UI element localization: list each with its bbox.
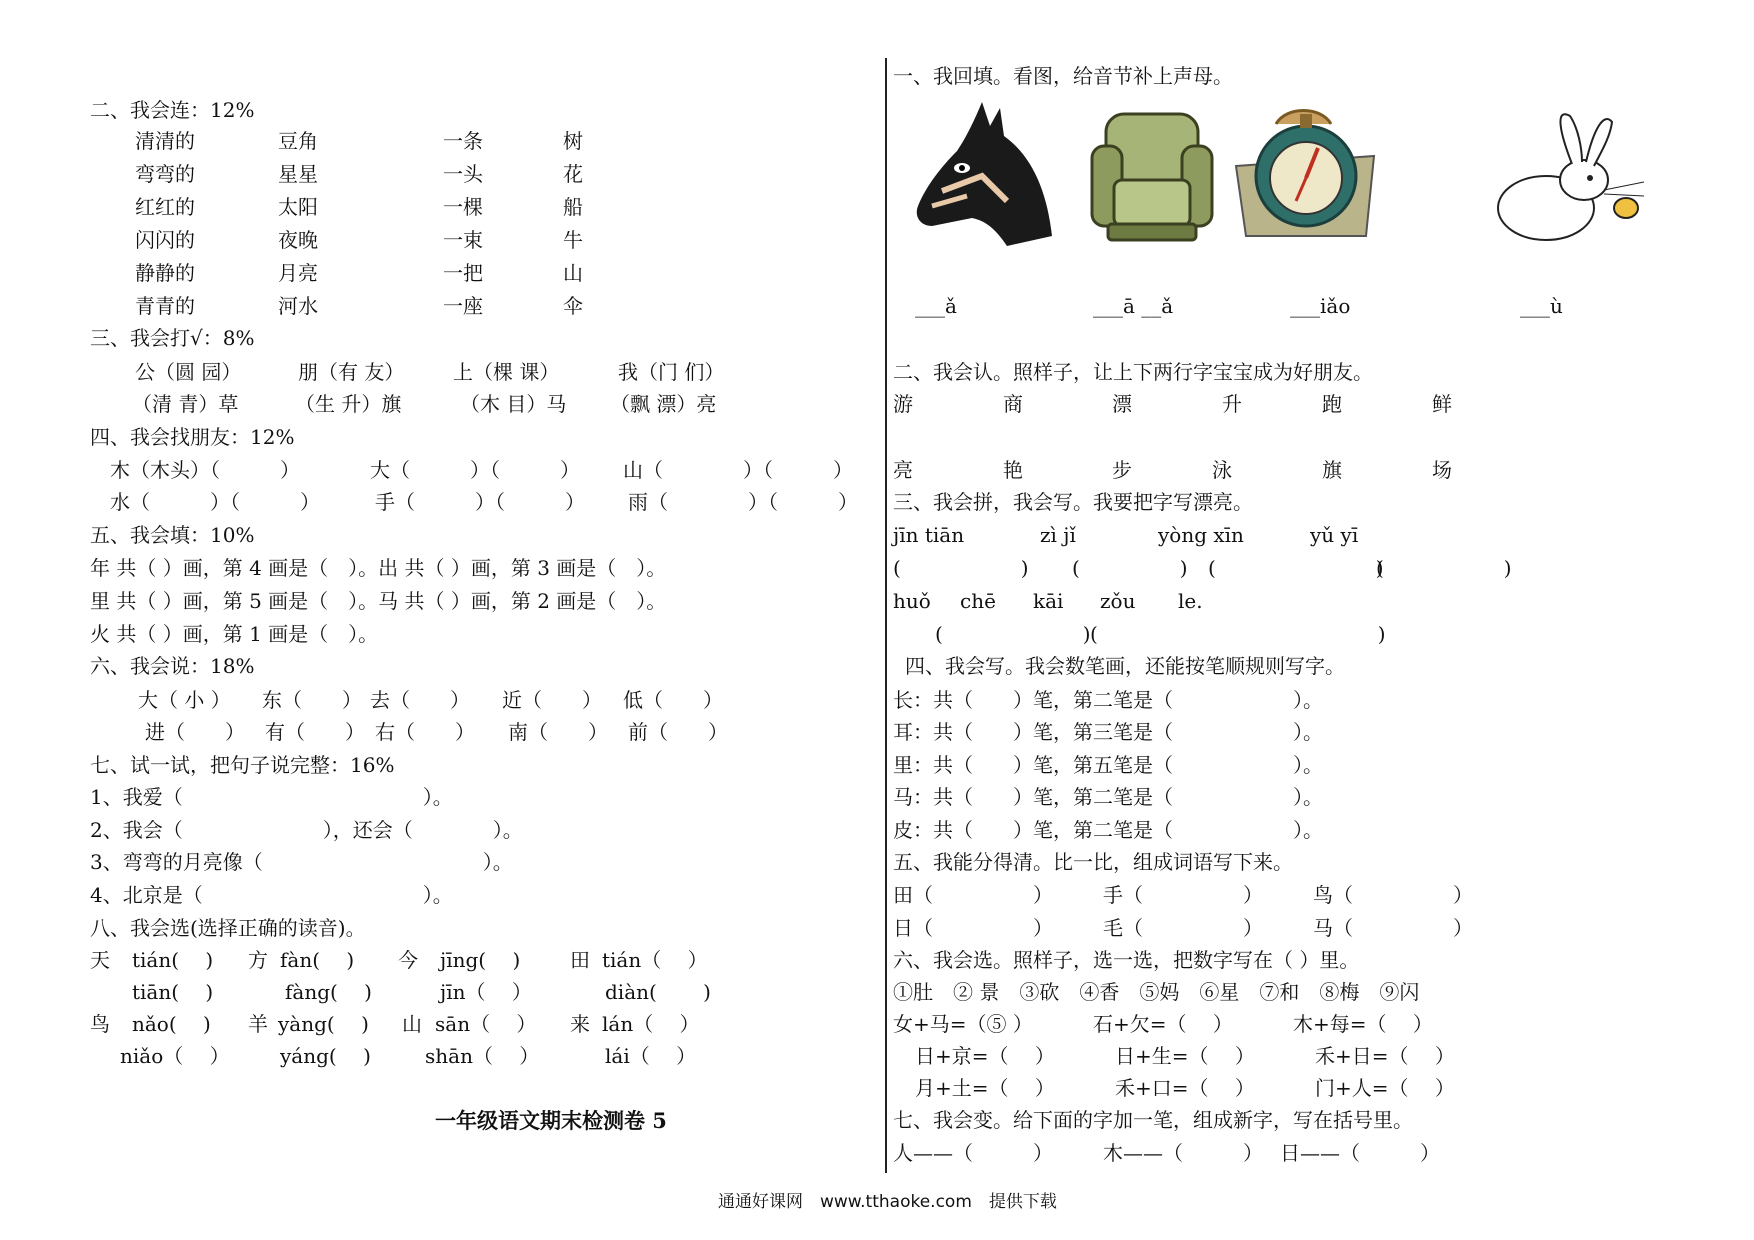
pron-char-3: 今 (398, 948, 418, 972)
match-c-3: 一棵 (443, 195, 483, 219)
pinyin-1: jīn tiān (893, 523, 965, 547)
pron-1b: tiān( ) (132, 980, 214, 1004)
change-1: 人——（ ） (893, 1141, 1053, 1165)
pron-char-1: 天 (90, 948, 110, 972)
choice-options: ①肚 ② 景 ③砍 ④香 ⑤妈 ⑥星 ⑦和 ⑧梅 ⑨闪 (893, 980, 1420, 1004)
recog-top-5: 跑 (1322, 392, 1342, 416)
combine-3: 木+每=（ ） (1293, 1012, 1433, 1036)
match-b-3: 太阳 (278, 195, 318, 219)
match-a-4: 闪闪的 (135, 228, 195, 252)
horse-head-image (912, 96, 1062, 248)
pron-char-4: 田 (570, 948, 590, 972)
pron-char-8: 来 (570, 1012, 590, 1036)
match-a-6: 青青的 (135, 294, 195, 318)
recog-top-4: 升 (1222, 392, 1242, 416)
pinyin-9: le. (1178, 589, 1203, 613)
match-b-4: 夜晚 (278, 228, 318, 252)
check-3: 上（棵 课） (453, 360, 560, 384)
recog-bottom-4: 泳 (1212, 458, 1232, 482)
column-divider (885, 58, 887, 1173)
armchair-image (1088, 106, 1216, 246)
rabbit-image (1486, 108, 1648, 248)
section-5-title: 五、我会填：10% (90, 523, 255, 547)
match-a-5: 静静的 (135, 261, 195, 285)
recog-bottom-3: 步 (1112, 458, 1132, 482)
r-section-2-title: 二、我会认。照样子，让上下两行字宝宝成为好朋友。 (893, 360, 1373, 384)
fill-line-3: 火 共（ ）画，第 1 画是（ ）。 (90, 622, 379, 646)
stroke-line-4: 马：共（ ）笔，第二笔是（ ）。 (893, 785, 1323, 809)
pinyin-box-4: ( ) (1376, 556, 1512, 580)
pinyin-box-3: ( ) (1208, 556, 1384, 580)
r-section-6-title: 六、我会选。照样子，选一选，把数字写在（ ）里。 (893, 948, 1360, 972)
friend-6: 雨（ ）（ ） (628, 490, 858, 514)
r-section-1-title: 一、我回填。看图，给音节补上声母。 (893, 64, 1233, 88)
recog-bottom-1: 亮 (893, 458, 913, 482)
pron-4a: tián（ ） (602, 948, 708, 972)
pron-char-5: 鸟 (90, 1012, 110, 1036)
r-section-3-title: 三、我会拼，我会写。我要把字写漂亮。 (893, 490, 1253, 514)
pron-6a: yàng( ) (278, 1012, 369, 1036)
check-5: （清 青）草 (132, 392, 239, 416)
pron-7b: shān（ ） (425, 1044, 540, 1068)
pic-blank-3: ___iǎo (1290, 294, 1351, 318)
pinyin-8: zǒu (1100, 589, 1136, 613)
compare-4: 日（ ） (893, 916, 1053, 940)
section-2-title: 二、我会连：12% (90, 98, 255, 122)
match-d-3: 船 (563, 195, 583, 219)
stroke-line-5: 皮：共（ ）笔，第二笔是（ ）。 (893, 818, 1323, 842)
recog-bottom-5: 旗 (1322, 458, 1342, 482)
pron-4b: diàn( ) (605, 980, 711, 1004)
combine-4: 日+京=（ ） (915, 1044, 1055, 1068)
say-7: 有（ ） (265, 720, 365, 744)
pron-6b: yáng( ) (280, 1044, 371, 1068)
pron-2b: fàng( ) (285, 980, 372, 1004)
fill-line-2: 里 共（ ）画，第 5 画是（ ）。马 共（ ）画，第 2 画是（ ）。 (90, 589, 667, 613)
recog-top-6: 鲜 (1432, 392, 1452, 416)
match-b-5: 月亮 (278, 261, 318, 285)
match-b-6: 河水 (278, 294, 318, 318)
say-9: 南（ ） (508, 720, 608, 744)
friend-4: 水（ ）（ ） (110, 490, 320, 514)
compare-6: 马（ ） (1313, 916, 1473, 940)
pron-5a: nǎo( ) (132, 1012, 211, 1036)
combine-9: 门+人=（ ） (1315, 1076, 1455, 1100)
stroke-line-2: 耳：共（ ）笔，第三笔是（ ）。 (893, 720, 1323, 744)
pron-2a: fàn( ) (280, 948, 355, 972)
match-a-1: 清清的 (135, 129, 195, 153)
pic-blank-1: ___ǎ (915, 294, 957, 318)
compare-2: 手（ ） (1103, 883, 1263, 907)
r-section-4-title: 四、我会写。我会数笔画，还能按笔顺规则写字。 (905, 654, 1345, 678)
friend-3: 山（ ）（ ） (623, 458, 853, 482)
pic-blank-2: ___ā __ǎ (1093, 294, 1174, 318)
say-3: 去（ ） (370, 688, 470, 712)
pron-7a: sān（ ） (435, 1012, 537, 1036)
section-3-title: 三、我会打√：8% (90, 326, 255, 350)
recog-top-1: 游 (893, 392, 913, 416)
recog-top-2: 商 (1003, 392, 1023, 416)
match-c-6: 一座 (443, 294, 483, 318)
say-1: 大（ 小 ） (138, 688, 231, 712)
section-4-title: 四、我会找朋友：12% (90, 425, 295, 449)
check-6: （生 升）旗 (295, 392, 402, 416)
match-c-5: 一把 (443, 261, 483, 285)
say-8: 右（ ） (375, 720, 475, 744)
check-4: 我（门 们） (618, 360, 725, 384)
r-section-7-title: 七、我会变。给下面的字加一笔，组成新字，写在括号里。 (893, 1108, 1413, 1132)
exam-title: 一年级语文期末检测卷 5 (435, 1108, 667, 1133)
check-2: 朋（有 友） (298, 360, 405, 384)
friend-1: 木（木头）（ ） (110, 458, 300, 482)
match-d-5: 山 (563, 261, 583, 285)
change-2: 木——（ ） (1103, 1141, 1263, 1165)
say-2: 东（ ） (262, 688, 362, 712)
footer-text: 通通好课网 www.tthaoke.com 提供下载 (718, 1192, 1057, 1212)
section-6-title: 六、我会说：18% (90, 654, 255, 678)
pinyin-box-1: ( ) (893, 556, 1029, 580)
r-section-5-title: 五、我能分得清。比一比，组成词语写下来。 (893, 850, 1293, 874)
say-10: 前（ ） (628, 720, 728, 744)
match-b-1: 豆角 (278, 129, 318, 153)
section-7-title: 七、试一试，把句子说完整：16% (90, 753, 395, 777)
pinyin-box-2: ( ) (1072, 556, 1188, 580)
match-c-4: 一束 (443, 228, 483, 252)
stroke-line-1: 长：共（ ）笔，第二笔是（ ）。 (893, 688, 1323, 712)
match-a-3: 红红的 (135, 195, 195, 219)
say-4: 近（ ） (502, 688, 602, 712)
combine-7: 月+土=（ ） (915, 1076, 1055, 1100)
check-7: （木 目）马 (460, 392, 567, 416)
pic-blank-4: ___ù (1520, 294, 1563, 318)
check-8: （飘 漂）亮 (610, 392, 717, 416)
pinyin-3: yòng xīn (1158, 523, 1244, 547)
combine-8: 禾+口=（ ） (1115, 1076, 1255, 1100)
pron-5b: niǎo（ ） (120, 1044, 230, 1068)
pinyin-4: yǔ yī (1310, 523, 1359, 547)
sentence-4: 4、北京是（ ）。 (90, 883, 453, 907)
pinyin-5: huǒ (893, 589, 931, 613)
sentence-3: 3、弯弯的月亮像（ ）。 (90, 850, 513, 874)
pron-8a: lán（ ） (602, 1012, 700, 1036)
pinyin-7: kāi (1033, 589, 1064, 613)
combine-6: 禾+日=（ ） (1315, 1044, 1455, 1068)
pinyin-2: zì jǐ (1040, 523, 1076, 547)
recog-top-3: 漂 (1112, 392, 1132, 416)
compare-1: 田（ ） (893, 883, 1053, 907)
combine-1: 女+马=（⑤ ） (893, 1012, 1033, 1036)
match-d-6: 伞 (563, 294, 583, 318)
match-c-2: 一头 (443, 162, 483, 186)
compare-3: 鸟（ ） (1313, 883, 1473, 907)
pron-1a: tián( ) (132, 948, 214, 972)
fill-line-1: 年 共（ ）画，第 4 画是（ ）。出 共（ ）画，第 3 画是（ ）。 (90, 556, 667, 580)
match-d-2: 花 (563, 162, 583, 186)
pron-char-7: 山 (402, 1012, 422, 1036)
change-3: 日——（ ） (1280, 1141, 1440, 1165)
pron-8b: lái（ ） (605, 1044, 697, 1068)
pron-3a: jīng( ) (440, 948, 521, 972)
recog-bottom-2: 艳 (1003, 458, 1023, 482)
pron-3b: jīn（ ） (440, 980, 532, 1004)
compare-5: 毛（ ） (1103, 916, 1263, 940)
pinyin-box-6: ( ) (1090, 622, 1386, 646)
section-8-title: 八、我会选(选择正确的读音)。 (90, 916, 366, 940)
combine-5: 日+生=（ ） (1115, 1044, 1255, 1068)
say-5: 低（ ） (623, 688, 723, 712)
match-a-2: 弯弯的 (135, 162, 195, 186)
match-c-1: 一条 (443, 129, 483, 153)
match-d-1: 树 (563, 129, 583, 153)
match-b-2: 星星 (278, 162, 318, 186)
pron-char-2: 方 (248, 948, 268, 972)
pinyin-box-5: ( ) (935, 622, 1091, 646)
recog-bottom-6: 场 (1432, 458, 1452, 482)
pron-char-6: 羊 (248, 1012, 268, 1036)
combine-2: 石+欠=（ ） (1093, 1012, 1233, 1036)
match-d-4: 牛 (563, 228, 583, 252)
friend-5: 手（ ）（ ） (375, 490, 585, 514)
sentence-1: 1、我爱（ ）。 (90, 785, 453, 809)
friend-2: 大（ ）（ ） (370, 458, 580, 482)
check-1: 公（圆 园） (135, 360, 242, 384)
stroke-line-3: 里：共（ ）笔，第五笔是（ ）。 (893, 753, 1323, 777)
sentence-2: 2、我会（ ），还会（ ）。 (90, 818, 523, 842)
pinyin-6: chē (960, 589, 996, 613)
alarm-clock-image (1226, 106, 1384, 246)
say-6: 进（ ） (145, 720, 245, 744)
